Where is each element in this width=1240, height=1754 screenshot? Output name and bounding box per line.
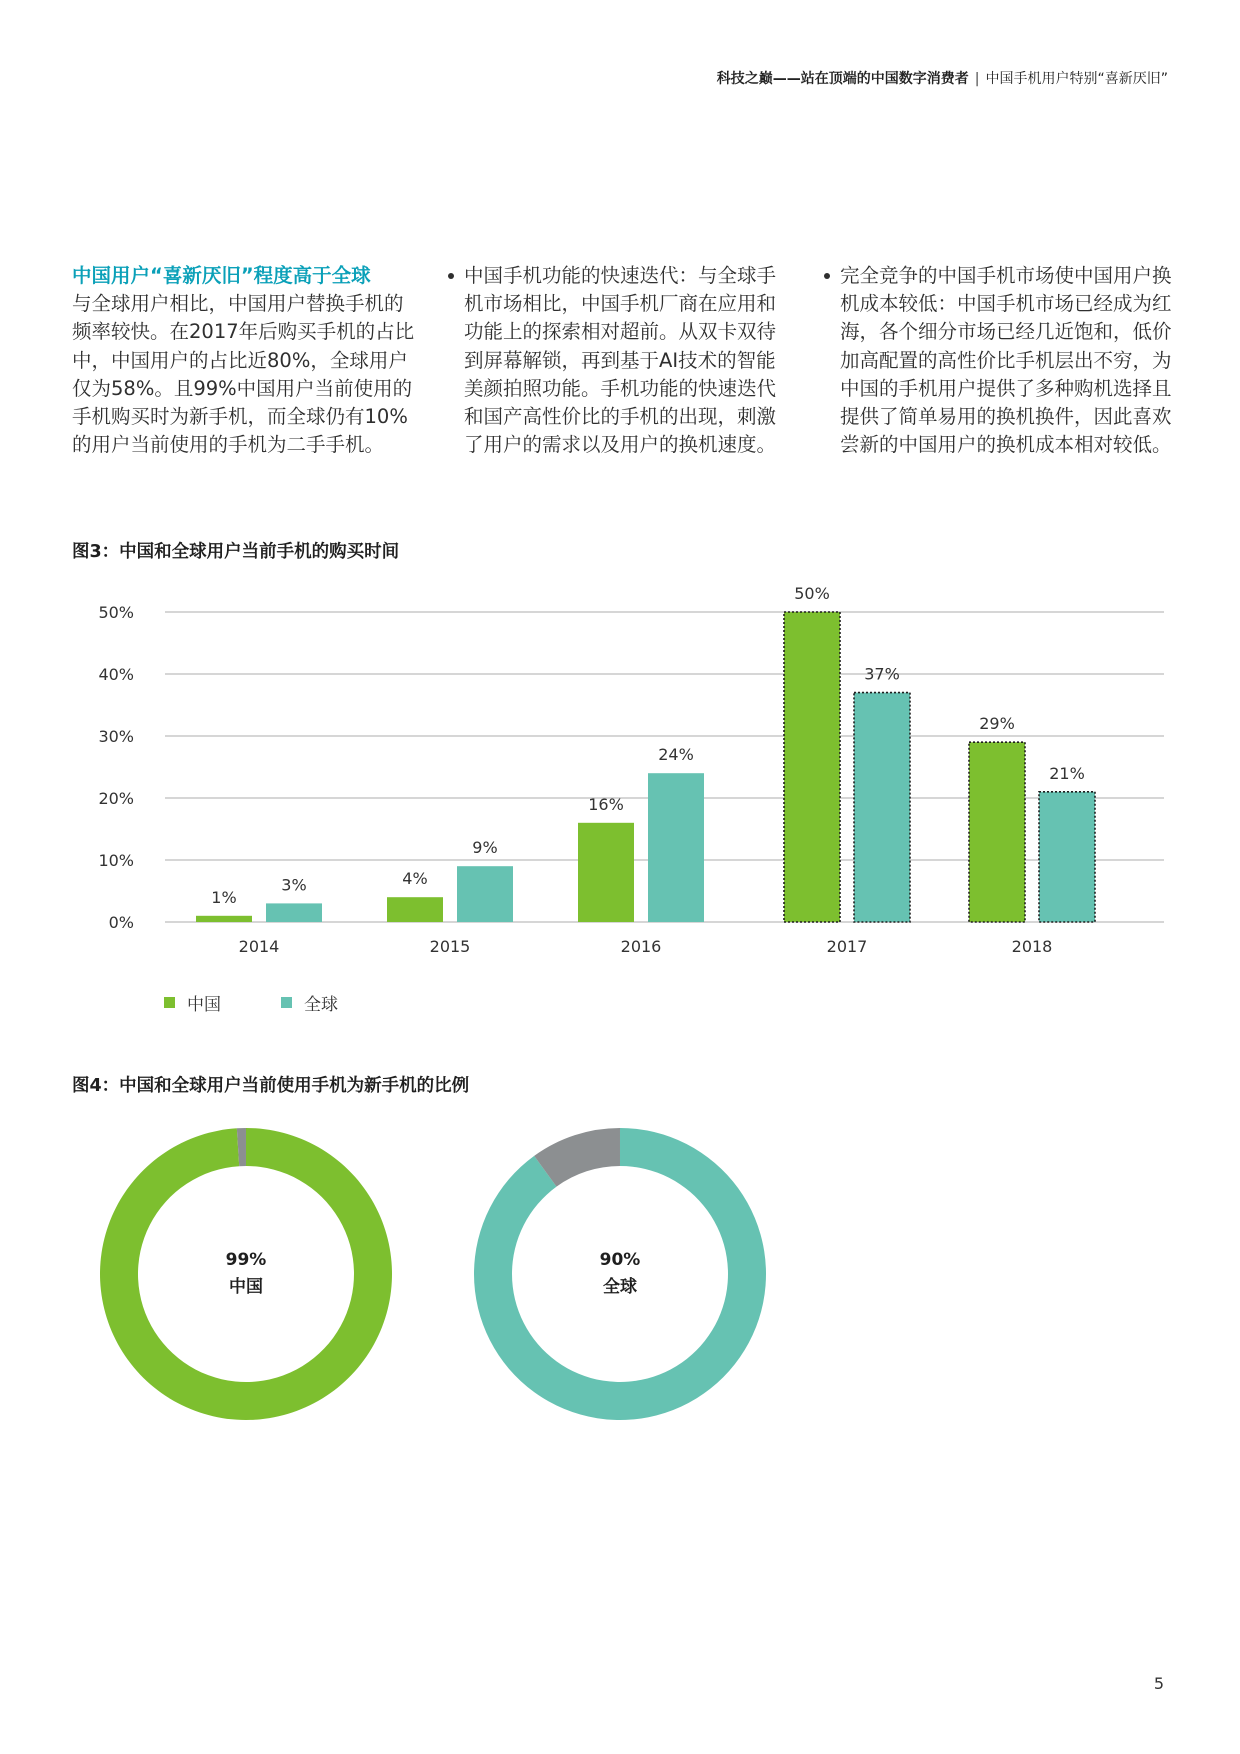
donut-name-china: 中国 — [229, 1277, 263, 1297]
bar-global-2018 — [1039, 792, 1095, 922]
header-subtitle: 中国手机用户特别“喜新厌旧” — [985, 71, 1168, 87]
y-tick-label: 0% — [108, 913, 134, 932]
bar-global-2015 — [457, 866, 513, 922]
y-tick-label: 30% — [98, 727, 134, 746]
data-label: 50% — [794, 584, 830, 603]
data-label: 37% — [864, 664, 900, 684]
donut-chart-china — [96, 1124, 396, 1424]
bullet-point-feature-iteration: 中国手机功能的快速迭代：与全球手机市场相比，中国手机厂商在应用和功能上的探索相对超前。从双卡双待到屏幕解锁，再到基于AI技术的智能美颜拍照功能。手机功能的快速迭代和国产高性价比的手机的出现，刺激了用户的需求以及用户的换机速度。 — [446, 262, 786, 459]
y-tick-label: 20% — [98, 789, 134, 808]
x-tick-label: 2014 — [238, 937, 280, 956]
data-label: 4% — [402, 869, 428, 889]
donut-chart-global — [470, 1124, 770, 1424]
y-tick-label: 10% — [98, 851, 134, 870]
y-tick-label: 40% — [98, 665, 134, 684]
donut-value-china: 99% — [225, 1250, 267, 1270]
data-label: 24% — [658, 745, 694, 765]
header-title: 科技之巅——站在顶端的中国数字消费者 — [716, 71, 969, 87]
donut-value-global: 90% — [599, 1250, 641, 1270]
donut-name-global: 全球 — [603, 1277, 637, 1297]
donut-label-global — [470, 1124, 770, 1424]
data-label: 9% — [472, 838, 498, 858]
data-label: 16% — [588, 794, 624, 814]
x-tick-label: 2018 — [1011, 937, 1053, 956]
data-label: 21% — [1049, 763, 1085, 783]
legend-swatch-china — [164, 997, 175, 1008]
x-tick-label: 2016 — [620, 937, 662, 956]
figure-4-title: 图4：中国和全球用户当前使用手机为新手机的比例 — [72, 1076, 470, 1096]
legend-item-global — [281, 990, 338, 1015]
bullet-point-market-competition: 完全竞争的中国手机市场使中国用户换机成本较低：中国手机市场已经成为红海，各个细分市场已经几近饱和，低价加高配置的高性价比手机层出不穷，为中国的手机用户提供了多种购机选择且提供了简单易用的换机换件，因此喜欢尝新的中国用户的换机成本相对较低。 — [822, 262, 1172, 459]
bar-china-2017 — [784, 612, 840, 922]
legend-label-china: 中国 — [187, 995, 221, 1015]
page-number: 5 — [1153, 1674, 1164, 1693]
y-tick-label: 50% — [98, 603, 134, 622]
chart-legend — [164, 990, 398, 1015]
section-heading: 中国用户“喜新厌旧”程度高于全球 — [72, 264, 371, 287]
legend-label-global: 全球 — [304, 995, 338, 1015]
donut-label-china — [96, 1124, 396, 1424]
legend-swatch-global — [281, 997, 292, 1008]
bar-global-2014 — [266, 903, 322, 922]
header-separator: | — [974, 71, 980, 87]
x-tick-label: 2015 — [429, 937, 471, 956]
data-label: 3% — [281, 875, 307, 895]
bar-china-2016 — [578, 823, 634, 922]
bar-global-2016 — [648, 773, 704, 922]
x-tick-label: 2017 — [826, 937, 868, 956]
data-label: 1% — [211, 887, 237, 907]
figure-3-title: 图3：中国和全球用户当前手机的购买时间 — [72, 542, 400, 562]
bar-china-2014 — [196, 916, 252, 922]
data-label: 29% — [979, 714, 1015, 734]
bar-global-2017 — [854, 693, 910, 922]
bar-china-2018 — [969, 742, 1025, 922]
column-1-body: 与全球用户相比，中国用户替换手机的频率较快。在2017年后购买手机的占比中，中国用户的占比近80%，全球用户仅为58%。且99%中国用户当前使用的手机购买时为新手机，而全球仍有10%的用户当前使用的手机为二手手机。 — [72, 292, 415, 457]
bar-china-2015 — [387, 897, 443, 922]
legend-item-china — [164, 990, 221, 1015]
